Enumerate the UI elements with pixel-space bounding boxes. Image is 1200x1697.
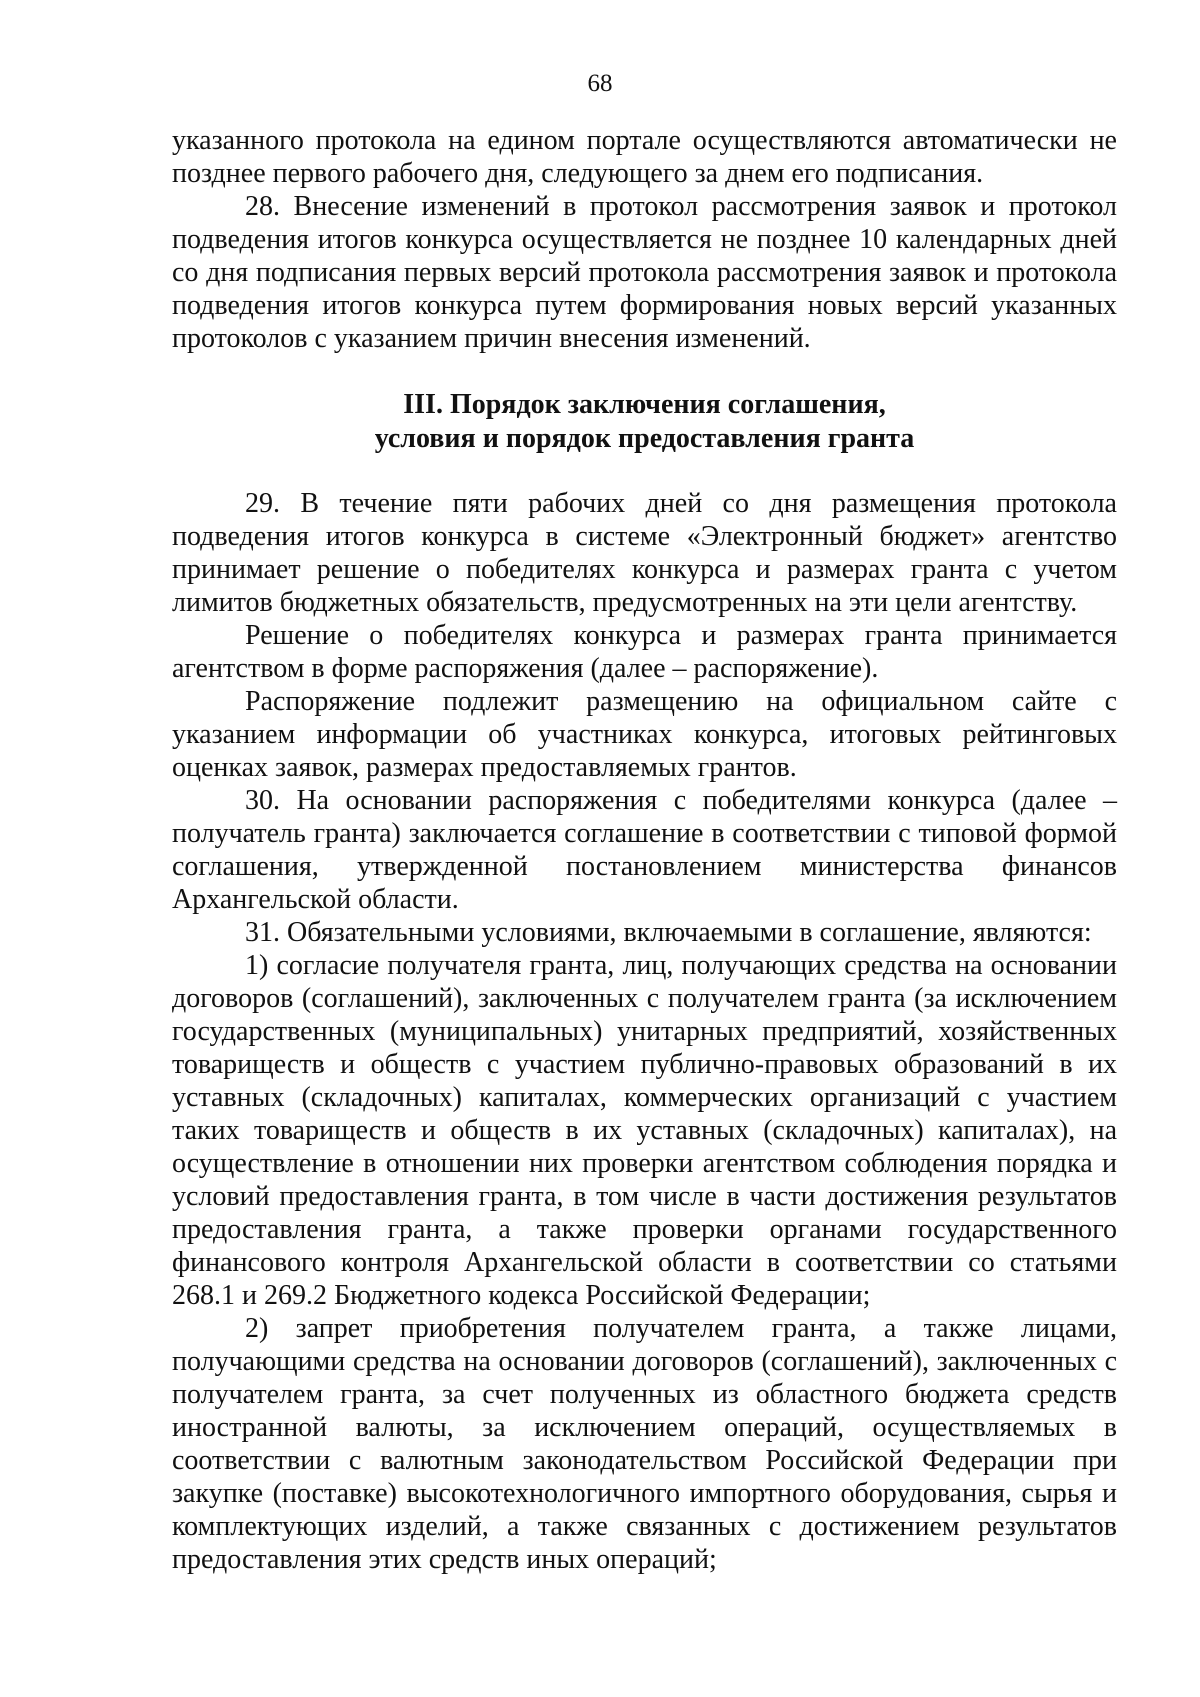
document-body — [172, 124, 1117, 1576]
section-heading-line-2: условия и порядок предоставления гранта — [374, 423, 915, 454]
paragraph-decision: Решение о победителях конкурса и размерах гранта принимается агентством в форме распоряжения (далее – распоряжение). — [172, 620, 1117, 684]
paragraph-29: 29. В течение пяти рабочих дней со дня размещения протокола подведения итогов конкурса в системе «Электронный бюджет» агентство принимает решение о победителях конкурса и размерах гранта с учетом лимитов бюджетных обязательств, предусмотренных на эти цели агентству. — [172, 488, 1117, 618]
paragraph-31: 31. Обязательными условиями, включаемыми в соглашение, являются: — [245, 917, 1092, 948]
paragraph-order-publication: Распоряжение подлежит размещению на официальном сайте с указанием информации об участниках конкурса, итоговых рейтинговых оценках заявок, размерах предоставляемых грантов. — [172, 686, 1117, 783]
section-heading — [172, 388, 1117, 456]
list-item-1: 1) согласие получателя гранта, лиц, получающих средства на основании договоров (соглашений), заключенных с получателем гранта (за исключением государственных (муниципальных) унитарных предприятий, хозяйственных товариществ и обществ с участием публично-правовых образований в их уставных (складочных) капиталах, коммерческих организаций с участием таких товариществ и обществ в их уставных (складочных) капиталах), на осуществление в отношении них проверки агентством соблюдения порядка и условий предоставления гранта, в том числе в части достижения результатов предоставления гранта, а также проверки органами государственного финансового контроля Архангельской области в соответствии со статьями 268.1 и 269.2 Бюджетного кодекса Российской Федерации; — [172, 950, 1117, 1311]
paragraph-30: 30. На основании распоряжения с победителями конкурса (далее – получатель гранта) заключается соглашение в соответствии с типовой формой соглашения, утвержденной постановлением министерства финансов Архангельской области. — [172, 785, 1117, 915]
paragraph-28: 28. Внесение изменений в протокол рассмотрения заявок и протокол подведения итогов конкурса осуществляется не позднее 10 календарных дней со дня подписания первых версий протокола рассмотрения заявок и протокола подведения итогов конкурса путем формирования новых версий указанных протоколов с указанием причин внесения изменений. — [172, 191, 1117, 354]
section-heading-line-1: III. Порядок заключения соглашения, — [403, 389, 886, 420]
page-number: 68 — [587, 70, 613, 97]
paragraph-protocol-publication: указанного протокола на едином портале осуществляются автоматически не позднее первого рабочего дня, следующего за днем его подписания. — [172, 125, 1117, 189]
list-item-2: 2) запрет приобретения получателем гранта, а также лицами, получающими средства на основании договоров (соглашений), заключенных с получателем гранта, за счет полученных из областного бюджета средств иностранной валюты, за исключением операций, осуществляемых в соответствии с валютным законодательством Российской Федерации при закупке (поставке) высокотехнологичного импортного оборудования, сырья и комплектующих изделий, а также связанных с достижением результатов предоставления этих средств иных операций; — [172, 1313, 1117, 1575]
